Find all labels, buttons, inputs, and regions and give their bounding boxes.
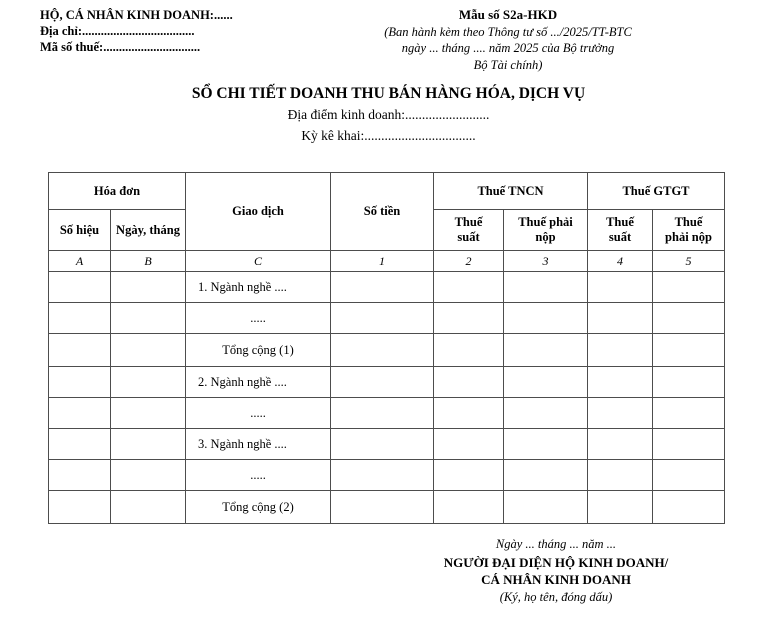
transaction-label: 1. Ngành nghề .... [186,272,331,303]
tax-code-line: Mã số thuế:............................... [40,40,201,54]
empty-cell [588,334,653,367]
transaction-label: 3. Ngành nghề .... [186,429,331,460]
column-key: B [111,251,186,272]
table-row-subtotal-1 [49,334,725,367]
empty-cell [331,460,434,491]
signature-date-line: Ngày ... tháng ... năm ... [495,537,617,551]
form-number-block [352,7,664,73]
empty-cell [504,334,588,367]
empty-cell [49,367,111,398]
declaration-period-line: Kỳ kê khai:................................. [301,128,476,143]
column-key: A [49,251,111,272]
issuance-line-2: ngày ... tháng .... năm 2025 của Bộ trưởng [401,41,615,55]
column-key: 3 [504,251,588,272]
title-block [0,84,777,146]
signature-block [395,536,717,606]
col-group-amount: Số tiền [331,173,434,251]
empty-cell [434,334,504,367]
transaction-label: ..... [186,398,331,429]
empty-cell [331,334,434,367]
empty-cell [434,303,504,334]
empty-cell [504,491,588,524]
empty-cell [653,272,725,303]
col-pit-payable: Thuế phải nộp [504,210,588,251]
empty-cell [49,303,111,334]
empty-cell [434,272,504,303]
signature-note: (Ký, họ tên, đóng dấu) [499,589,613,604]
column-key-row [49,251,725,272]
empty-cell [49,272,111,303]
empty-cell [111,398,186,429]
empty-cell [331,367,434,398]
issuance-line-1: (Ban hành kèm theo Thông tư số .../2025/TT-BTC [384,24,632,39]
business-name-line: HỘ, CÁ NHÂN KINH DOANH:...... [40,8,233,22]
col-vat-rate: Thuế suất [588,210,653,251]
col-invoice-date: Ngày, tháng [111,210,186,251]
empty-cell [504,272,588,303]
header-row-groups [49,173,725,210]
document-title: SỔ CHI TIẾT DOANH THU BÁN HÀNG HÓA, DỊCH VỤ [191,85,586,102]
empty-cell [434,367,504,398]
empty-cell [653,334,725,367]
col-vat-payable: Thuế phải nộp [653,210,725,251]
col-pit-rate: Thuế suất [434,210,504,251]
empty-cell [588,460,653,491]
empty-cell [331,429,434,460]
empty-cell [111,367,186,398]
empty-cell [504,303,588,334]
empty-cell [653,367,725,398]
empty-cell [111,460,186,491]
empty-cell [331,303,434,334]
empty-cell [653,398,725,429]
empty-cell [588,272,653,303]
empty-cell [504,398,588,429]
col-group-invoice: Hóa đơn [49,173,186,210]
form-number: Mẫu số S2a-HKD [458,7,558,22]
signer-role-line-1: NGƯỜI ĐẠI DIỆN HỘ KINH DOANH/ [443,554,669,570]
transaction-label: 2. Ngành nghề .... [186,367,331,398]
revenue-ledger-table [48,172,725,524]
column-key: C [186,251,331,272]
empty-cell [434,491,504,524]
empty-cell [588,398,653,429]
column-key: 4 [588,251,653,272]
col-group-transaction: Giao dịch [186,173,331,251]
empty-cell [434,460,504,491]
empty-cell [111,272,186,303]
table-row-detail [49,398,725,429]
empty-cell [49,491,111,524]
empty-cell [653,491,725,524]
table-row-subtotal-2 [49,491,725,524]
empty-cell [49,398,111,429]
col-group-vat: Thuế GTGT [588,173,725,210]
empty-cell [434,398,504,429]
empty-cell [49,334,111,367]
signer-role-line-2: CÁ NHÂN KINH DOANH [481,572,631,587]
transaction-label: ..... [186,460,331,491]
empty-cell [504,460,588,491]
empty-cell [504,367,588,398]
empty-cell [331,272,434,303]
empty-cell [434,429,504,460]
empty-cell [588,491,653,524]
address-line: Địa chỉ:.................................... [40,24,195,38]
col-group-pit: Thuế TNCN [434,173,588,210]
table-row-business-line-2 [49,367,725,398]
column-key: 2 [434,251,504,272]
empty-cell [111,303,186,334]
table-row-detail [49,303,725,334]
empty-cell [653,460,725,491]
column-key: 5 [653,251,725,272]
empty-cell [588,367,653,398]
business-location-line: Địa điểm kinh doanh:......................... [287,107,490,122]
transaction-label: Tổng cộng (1) [186,334,331,367]
empty-cell [653,303,725,334]
table-row-business-line-1 [49,272,725,303]
empty-cell [588,303,653,334]
empty-cell [111,491,186,524]
column-key: 1 [331,251,434,272]
transaction-label: ..... [186,303,331,334]
empty-cell [111,334,186,367]
table-row-detail [49,460,725,491]
empty-cell [504,429,588,460]
empty-cell [588,429,653,460]
col-invoice-number: Số hiệu [49,210,111,251]
transaction-label: Tổng cộng (2) [186,491,331,524]
empty-cell [331,491,434,524]
table-row-business-line-3 [49,429,725,460]
empty-cell [111,429,186,460]
empty-cell [49,460,111,491]
empty-cell [49,429,111,460]
empty-cell [653,429,725,460]
business-info-block [40,7,233,55]
issuance-line-3: Bộ Tài chính) [473,57,543,72]
empty-cell [331,398,434,429]
